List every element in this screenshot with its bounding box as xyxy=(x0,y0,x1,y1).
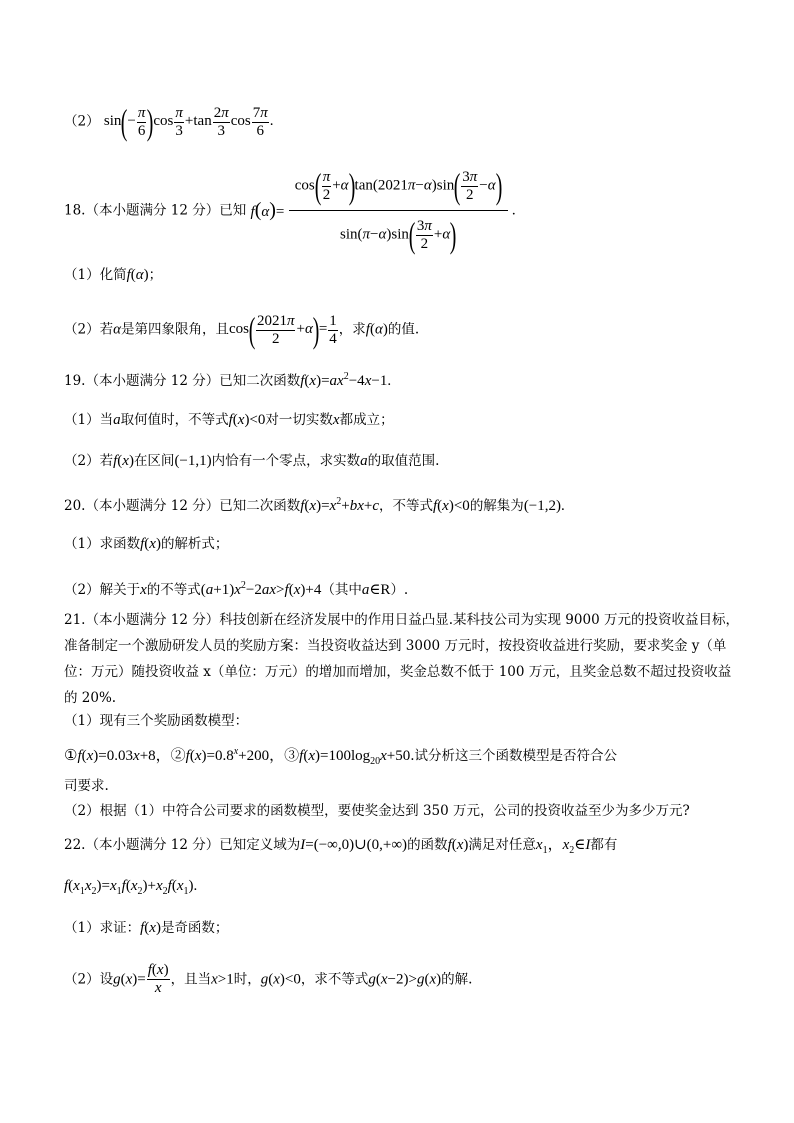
q20-intro: 20.（本小题满分 12 分）已知二次函数$f(x)=x^2+bx+c$，不等式f(x)<0的解集为(−1,2). xyxy=(64,496,565,514)
q21-part1: （1）现有三个奖励函数模型： xyxy=(64,713,249,729)
q18-part2: （2）若α是第四象限角，且cos( $\frac{2021\pi}{2}$ +α)= $\frac{1}{4}$ ，求f(α)的值. xyxy=(64,310,420,350)
q18-intro: 18.（本小题满分 12 分）已知 f(α)= cos( $\frac{\pi}{2}$ +α)tan(2021π−α)sin( $\frac{3\pi}{2}$ −α) sin(π−α)sin( $\frac{3\pi}{2}$ +α) . xyxy=(64,166,516,255)
q18-formula: cos( $\frac{\pi}{2}$ +α)tan(2021π−α)sin( $\frac{3\pi}{2}$ −α) sin(π−α)sin( $\frac{3\pi}{2}$ +α) xyxy=(289,166,508,255)
q19-intro: 19.（本小题满分 12 分）已知二次函数$f(x)=ax^2-4x-1$. xyxy=(64,371,392,389)
q18-part1: （1）化简f(α)； xyxy=(64,267,163,283)
q22-intro: 22.（本小题满分 12 分）已知定义域为I=(−∞,0)∪(0,+∞)的函数f(x)满足对任意$x_1$，$x_2\in I$都有 xyxy=(64,837,618,856)
q21-models-tail: 司要求. xyxy=(64,778,109,794)
q22-part1: （1）求证：f(x)是奇函数； xyxy=(64,920,229,936)
q20-part1: （1）求函数f(x)的解析式； xyxy=(64,536,229,552)
q22-equation: $f(x_1x_2)=x_1f(x_2)+x_2f(x_1)$. xyxy=(64,878,198,897)
q20-part2: （2）解关于x的不等式$(a+1)x^2-2ax>f(x)+4$（其中a∈R）. xyxy=(64,580,409,598)
q21-part2: （2）根据（1）中符合公司要求的函数模型，要使奖金达到 350 万元，公司的投资收益至少为多少万元? xyxy=(64,803,690,819)
q19-part1: （1）当a取何值时，不等式f(x)<0对一切实数x都成立； xyxy=(64,412,394,428)
q21-paragraph: 21.（本小题满分 12 分）科技创新在经济发展中的作用日益凸显.某科技公司为实现 9000 万元的投资收益目标，准备制定一个激励研发人员的奖励方案：当投资收益达到 3000 万元时，按投资收益进行奖励，要求奖金 y（单位：万元）随投资收益 x（单位：万元）的增加而增加，奖金总数不低于 100 万元，且奖金总数不超过投资收益的 20%. xyxy=(64,612,739,706)
q21-models: ①f(x)=0.03x+8，$②f(x)=0.8^x+200$，$③f(x)=100\log_{20}x+50$.试分析这三个函数模型是否符合公 xyxy=(64,746,618,767)
q17-expression: sin(− $\frac{\pi}{6}$ )cos $\frac{\pi}{3}$ +tan $\frac{2\pi}{3}$ cos $\frac{7\pi}{6}$ . xyxy=(103,102,274,142)
q17-part2: （2） sin(− $\frac{\pi}{6}$ )cos $\frac{\pi}{3}$ +tan $\frac{2\pi}{3}$ cos $\frac{7\pi}{6}$ . xyxy=(64,102,274,142)
q19-part2: （2）若f(x)在区间(−1,1)内恰有一个零点，求实数a的取值范围. xyxy=(64,453,440,469)
q22-part2: （2）设g(x)= $\frac{f(x)}{x}$ ，且当x>1时，g(x)<0，求不等式g(x−2)>g(x)的解. xyxy=(64,962,473,996)
